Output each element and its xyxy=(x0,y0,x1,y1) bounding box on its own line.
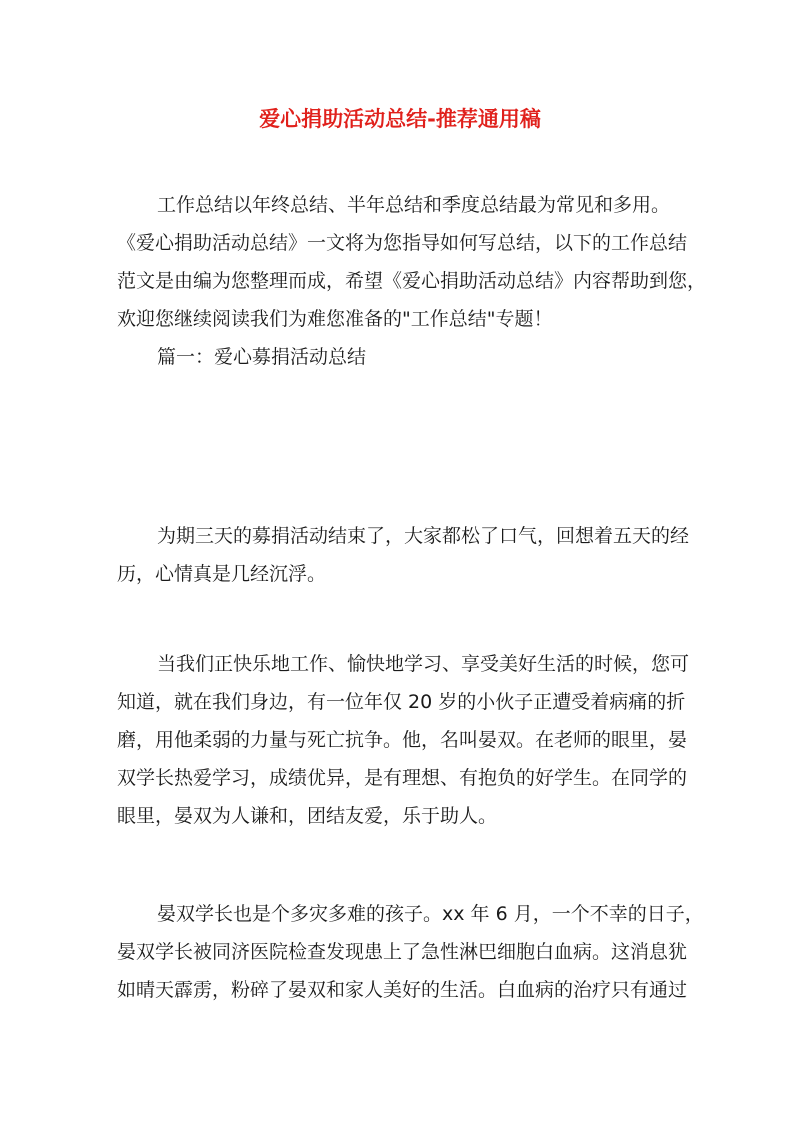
text-line: 眼里，晏双为人谦和，团结友爱，乐于助人。 xyxy=(117,805,498,827)
text-line: 范文是由编为您整理而成，希望《爱心捐助活动总结》内容帮助到您， xyxy=(117,270,707,292)
text-line: 晏双学长也是个多灾多难的孩子。xx 年 6 月，一个不幸的日子， xyxy=(157,903,704,925)
text-line: 历，心情真是几经沉浮。 xyxy=(117,563,327,585)
text-line: 为期三天的募捐活动结束了，大家都松了口气，回想着五天的经 xyxy=(157,525,690,547)
text-line: 双学长热爱学习，成绩优异，是有理想、有抱负的好学生。在同学的 xyxy=(117,767,688,789)
text-line: 当我们正快乐地工作、愉快地学习、享受美好生活的时候，您可 xyxy=(157,653,690,675)
text-line: 如晴天霹雳，粉碎了晏双和家人美好的生活。白血病的治疗只有通过 xyxy=(117,979,688,1001)
document-title: 爱心捐助活动总结-推荐通用稿 xyxy=(259,107,541,131)
text-line: 欢迎您继续阅读我们为难您准备的"工作总结"专题！ xyxy=(117,308,553,330)
text-line: 晏双学长被同济医院检查发现患上了急性淋巴细胞白血病。这消息犹 xyxy=(117,941,688,963)
paragraph-2 xyxy=(117,645,690,835)
text-line: 知道，就在我们身边，有一位年仅 20 岁的小伙子正遭受着病痛的折 xyxy=(117,691,686,713)
text-line: 磨，用他柔弱的力量与死亡抗争。他，名叫晏双。在老师的眼里，晏 xyxy=(117,729,688,751)
paragraph-3 xyxy=(117,895,704,1009)
paragraph-1 xyxy=(117,517,690,593)
text-line: 工作总结以年终总结、半年总结和季度总结最为常见和多用。 xyxy=(157,194,671,216)
intro-paragraph xyxy=(117,186,707,376)
text-line: 《爱心捐助活动总结》一文将为您指导如何写总结，以下的工作总结 xyxy=(117,232,688,254)
section-heading: 篇一：爱心募捐活动总结 xyxy=(157,346,367,368)
